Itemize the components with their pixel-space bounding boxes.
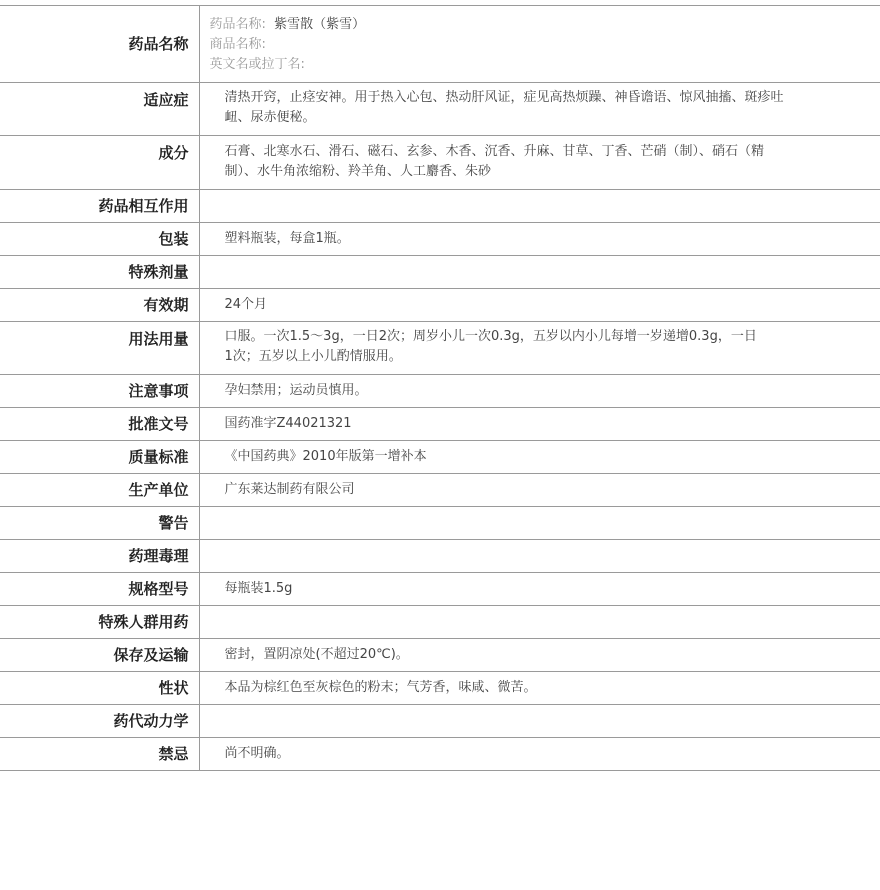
row-value: 广东莱达制药有限公司 bbox=[199, 474, 880, 507]
row-label: 特殊剂量 bbox=[0, 256, 199, 289]
english-name-label: 英文名或拉丁名: bbox=[209, 57, 305, 72]
row-value: 清热开窍，止痉安神。用于热入心包、热动肝风证，症见高热烦躁、神昏谵语、惊风抽搐、斑疹吐衄、尿赤便秘。 bbox=[199, 83, 880, 136]
row-dosage bbox=[0, 322, 880, 375]
row-specification bbox=[0, 573, 880, 606]
drug-name-line bbox=[210, 15, 880, 35]
row-label: 质量标准 bbox=[0, 441, 199, 474]
trade-name-line bbox=[210, 35, 880, 55]
row-value: 本品为棕红色至灰棕色的粉末；气芳香，味咸、微苦。 bbox=[199, 672, 880, 705]
drug-info-table bbox=[0, 5, 880, 771]
english-name-line bbox=[210, 55, 880, 75]
row-label: 规格型号 bbox=[0, 573, 199, 606]
row-value bbox=[199, 507, 880, 540]
row-pharmacology bbox=[0, 540, 880, 573]
row-label: 注意事项 bbox=[0, 375, 199, 408]
row-value: 国药准字Z44021321 bbox=[199, 408, 880, 441]
row-value: 塑料瓶装，每盒1瓶。 bbox=[199, 223, 880, 256]
row-label: 性状 bbox=[0, 672, 199, 705]
row-special-dosage bbox=[0, 256, 880, 289]
row-label: 成分 bbox=[0, 136, 199, 190]
row-approval-number bbox=[0, 408, 880, 441]
row-warning bbox=[0, 507, 880, 540]
row-label: 警告 bbox=[0, 507, 199, 540]
row-value bbox=[199, 190, 880, 223]
row-label: 生产单位 bbox=[0, 474, 199, 507]
row-value: 24个月 bbox=[199, 289, 880, 322]
row-special-populations bbox=[0, 606, 880, 639]
row-label: 药品相互作用 bbox=[0, 190, 199, 223]
drug-name-cell bbox=[199, 6, 880, 83]
row-label: 适应症 bbox=[0, 83, 199, 136]
row-value: 《中国药典》2010年版第一增补本 bbox=[199, 441, 880, 474]
row-label: 批准文号 bbox=[0, 408, 199, 441]
row-pharmacokinetics bbox=[0, 705, 880, 738]
row-value: 尚不明确。 bbox=[199, 738, 880, 771]
row-interactions bbox=[0, 190, 880, 223]
row-shelf-life bbox=[0, 289, 880, 322]
row-value: 每瓶装1.5g bbox=[199, 573, 880, 606]
row-label: 药代动力学 bbox=[0, 705, 199, 738]
row-label: 包装 bbox=[0, 223, 199, 256]
row-value bbox=[199, 705, 880, 738]
row-storage bbox=[0, 639, 880, 672]
row-drug-name bbox=[0, 6, 880, 83]
row-label: 禁忌 bbox=[0, 738, 199, 771]
row-value: 密封，置阴凉处(不超过20℃)。 bbox=[199, 639, 880, 672]
row-label: 特殊人群用药 bbox=[0, 606, 199, 639]
row-description bbox=[0, 672, 880, 705]
row-value: 石膏、北寒水石、滑石、磁石、玄参、木香、沉香、升麻、甘草、丁香、芒硝（制）、硝石（精制）、水牛角浓缩粉、羚羊角、人工麝香、朱砂 bbox=[199, 136, 880, 190]
row-label: 药品名称 bbox=[0, 6, 199, 83]
row-packaging bbox=[0, 223, 880, 256]
row-ingredients bbox=[0, 136, 880, 190]
row-label: 用法用量 bbox=[0, 322, 199, 375]
row-indications bbox=[0, 83, 880, 136]
drug-name-label: 药品名称: bbox=[209, 17, 266, 32]
row-contraindications bbox=[0, 738, 880, 771]
row-label: 保存及运输 bbox=[0, 639, 199, 672]
drug-info-sheet bbox=[0, 5, 880, 771]
row-label: 药理毒理 bbox=[0, 540, 199, 573]
row-value: 孕妇禁用；运动员慎用。 bbox=[199, 375, 880, 408]
row-value: 口服。一次1.5～3g，一日2次；周岁小儿一次0.3g，五岁以内小儿每增一岁递增0.3g，一日1次；五岁以上小儿酌情服用。 bbox=[199, 322, 880, 375]
row-value bbox=[199, 256, 880, 289]
row-value bbox=[199, 540, 880, 573]
trade-name-label: 商品名称: bbox=[209, 37, 266, 52]
row-value bbox=[199, 606, 880, 639]
row-label: 有效期 bbox=[0, 289, 199, 322]
row-manufacturer bbox=[0, 474, 880, 507]
row-quality-standard bbox=[0, 441, 880, 474]
drug-name-value: 紫雪散（紫雪） bbox=[274, 17, 366, 32]
row-precautions bbox=[0, 375, 880, 408]
